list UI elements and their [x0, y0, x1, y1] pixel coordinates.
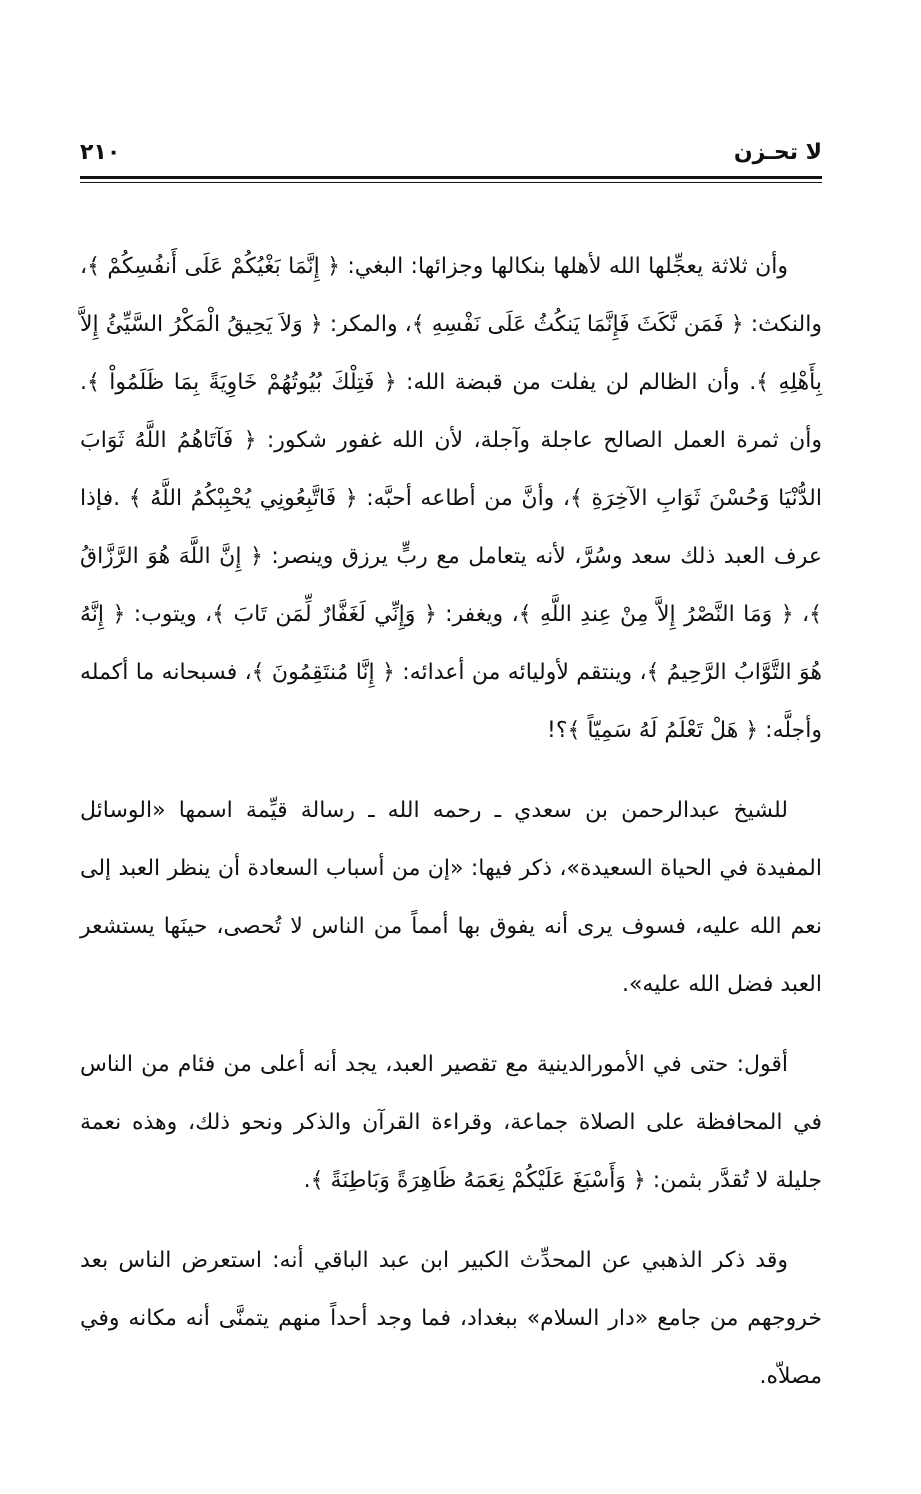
running-title: لا تحـزن [733, 140, 822, 165]
page-number: ٢١٠ [80, 140, 121, 165]
paragraph-1: وأن ثلاثة يعجِّلها الله لأهلها بنكالها وجزائها: البغي: ﴿ إِنَّمَا بَغْيُكُمْ عَلَى أَنفُسِكُمْ ﴾، والنكث: ﴿ فَمَن نَّكَثَ فَإِنَّمَا يَنكُثُ عَلَى نَفْسِهِ ﴾، والمكر: ﴿ وَلاَ يَحِيقُ الْمَكْرُ السَّيِّئُ إِلاَّ بِأَهْلِهِ ﴾. وأن الظالم لن يفلت من قبضة الله: ﴿ فَتِلْكَ بُيُوتُهُمْ خَاوِيَةً بِمَا ظَلَمُواْ ﴾. وأن ثمرة العمل الصالح عاجلة وآجلة، لأن الله غفور شكور: ﴿ فَآتَاهُمُ اللَّهُ ثَوَابَ الدُّنْيَا وَحُسْنَ ثَوَابِ الآخِرَةِ ﴾، وأنَّ من أطاعه أحبَّه: ﴿ فَاتَّبِعُونِي يُحْبِبْكُمُ اللَّهُ ﴾ .فإذا عرف العبد ذلك سعد وسُرَّ، لأنه يتعامل مع ربٍّ يرزق وينصر: ﴿ إِنَّ اللَّهَ هُوَ الرَّزَّاقُ ﴾، ﴿ وَمَا النَّصْرُ إِلاَّ مِنْ عِندِ اللَّهِ ﴾، ويغفر: ﴿ وَإِنِّي لَغَفَّارٌ لِّمَن تَابَ ﴾، ويتوب: ﴿ إِنَّهُ هُوَ التَّوَّابُ الرَّحِيمُ ﴾، وينتقم لأوليائه من أعدائه: ﴿ إِنَّا مُنتَقِمُونَ ﴾، فسبحانه ما أكمله وأجلَّه: ﴿ هَلْ تَعْلَمُ لَهُ سَمِيّاً ﴾؟! [80, 254, 822, 743]
body-text [80, 238, 822, 1406]
header-rule-thick [80, 176, 822, 179]
paragraph-2: للشيخ عبدالرحمن بن سعدي ـ رحمه الله ـ رسالة قيِّمة اسمها «الوسائل المفيدة في الحياة السعيدة»، ذكر فيها: «إن من أسباب السعادة أن ينظر العبد إلى نعم الله عليه، فسوف يرى أنه يفوق بها أمماً من الناس لا تُحصى، حينَها يستشعر العبد فضل الله عليه». [80, 798, 822, 997]
header-rule-thin [80, 182, 822, 183]
page-header [80, 140, 822, 174]
paragraph-4: وقد ذكر الذهبي عن المحدِّث الكبير ابن عبد الباقي أنه: استعرض الناس بعد خروجهم من جامع «دار السلام» ببغداد، فما وجد أحداً منهم يتمنَّى أنه مكانه وفي مصلاّه. [80, 1248, 822, 1389]
paragraph-3: أقول: حتى في الأمورالدينية مع تقصير العبد، يجد أنه أعلى من فئام من الناس في المحافظة على الصلاة جماعة، وقراءة القرآن والذكر ونحو ذلك، وهذه نعمة جليلة لا تُقدَّر بثمن: ﴿ وَأَسْبَغَ عَلَيْكُمْ نِعَمَهُ ظَاهِرَةً وَبَاطِنَةً ﴾. [80, 1052, 822, 1193]
